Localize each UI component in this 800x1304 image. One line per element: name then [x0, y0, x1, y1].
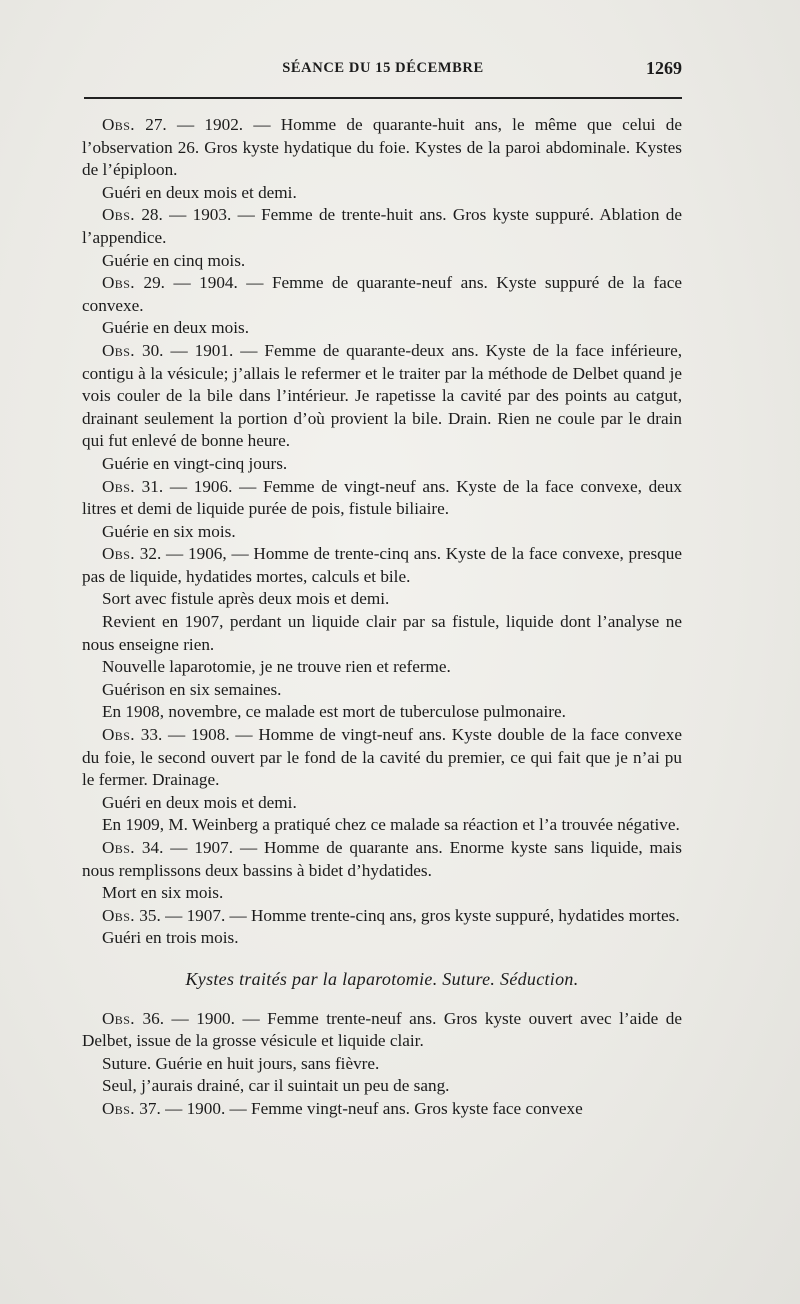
paragraph-text: Mort en six mois. [102, 883, 224, 903]
paragraph-text: Suture. Guérie en huit jours, sans fièvre. [102, 1053, 380, 1073]
outcome-paragraph [82, 521, 682, 544]
paragraph-text: 31. — 1906. — Femme de vingt-neuf ans. Kyste de la face convexe, deux litres et demi de liquide purée de pois, fistule biliaire. [82, 476, 682, 519]
paragraph-text: 37. — 1900. — Femme vingt-neuf ans. Gros kyste face convexe [135, 1098, 583, 1118]
paragraph-text: 34. — 1907. — Homme de quarante ans. Enorme kyste sans liquide, mais nous remplissons deux bassins à bidet d’hydatides. [82, 838, 682, 880]
outcome-paragraph [82, 656, 682, 679]
observation-paragraph [82, 114, 682, 182]
header-rule [84, 97, 682, 99]
paragraph-text: 27. — 1902. — Homme de quarante-huit ans, le même que celui de l’observation 26. Gros kyste hydatique du foie. Kystes de la paroi abdominale. Kystes de l’épiploon. [82, 115, 682, 180]
outcome-paragraph [82, 611, 682, 656]
observations-part-2 [82, 1008, 682, 1121]
paragraph-text: 30. — 1901. — Femme de quarante-deux ans. Kyste de la face inférieure, contigu à la vésicule; j’allais le refermer et le traiter par la méthode de Delbet quand je vois couler de la bile dans l’intérieur. Je rapetisse la cavité par des points au catgut, drainant seulement la portion d’où provient la bile. Drain. Rien ne coule par le drain qui fut enlevé de bonne heure. [82, 340, 682, 451]
obs-abbreviation: Obs. [102, 905, 135, 925]
observation-paragraph [82, 272, 682, 317]
outcome-paragraph [82, 679, 682, 702]
paragraph-text: Guéri en deux mois et demi. [102, 182, 297, 202]
observation-paragraph [82, 476, 682, 521]
outcome-paragraph [82, 792, 682, 815]
paragraph-text: 29. — 1904. — Femme de quarante-neuf ans. Kyste suppuré de la face convexe. [82, 273, 682, 315]
observation-paragraph [82, 724, 682, 792]
observation-paragraph [82, 543, 682, 588]
paragraph-text: En 1908, novembre, ce malade est mort de tuberculose pulmonaire. [102, 702, 566, 722]
obs-abbreviation: Obs. [102, 273, 135, 293]
paragraph-text: Guérison en six semaines. [102, 679, 282, 699]
obs-abbreviation: Obs. [102, 1008, 135, 1028]
body-text [82, 114, 682, 1121]
obs-abbreviation: Obs. [102, 544, 135, 564]
observation-paragraph [82, 204, 682, 249]
paragraph-text: Revient en 1907, perdant un liquide clair par sa fistule, liquide dont l’analyse ne nous enseigne rien. [82, 612, 682, 654]
page-number: 1269 [646, 58, 682, 78]
obs-abbreviation: Obs. [102, 340, 135, 360]
paragraph-text: Guérie en cinq mois. [102, 250, 246, 270]
obs-abbreviation: Obs. [102, 205, 135, 225]
paragraph-text: Guérie en six mois. [102, 521, 236, 541]
obs-abbreviation: Obs. [102, 1098, 135, 1118]
section-heading: Kystes traités par la laparotomie. Suture. Séduction. [185, 968, 579, 989]
outcome-paragraph [82, 701, 682, 724]
obs-abbreviation: Obs. [102, 725, 135, 745]
paragraph-text: En 1909, M. Weinberg a pratiqué chez ce malade sa réaction et l’a trouvée négative. [102, 815, 680, 835]
paragraph-text: 35. — 1907. — Homme trente-cinq ans, gros kyste suppuré, hydatides mortes. [135, 905, 680, 925]
outcome-paragraph [82, 1053, 682, 1076]
outcome-paragraph [82, 814, 682, 837]
outcome-paragraph [82, 882, 682, 905]
outcome-paragraph [82, 1075, 682, 1098]
obs-abbreviation: Obs. [102, 838, 135, 857]
observation-paragraph [82, 905, 682, 928]
obs-abbreviation: Obs. [102, 115, 135, 134]
outcome-paragraph [82, 588, 682, 611]
obs-abbreviation: Obs. [102, 476, 135, 496]
outcome-paragraph [82, 250, 682, 273]
paragraph-text: 36. — 1900. — Femme trente-neuf ans. Gros kyste ouvert avec l’aide de Delbet, issue de la grosse vésicule et liquide clair. [82, 1008, 682, 1051]
paragraph-text: Guérie en deux mois. [102, 318, 250, 338]
observation-paragraph [82, 837, 682, 882]
observation-paragraph [82, 1098, 682, 1121]
outcome-paragraph [82, 453, 682, 476]
outcome-paragraph [82, 182, 682, 205]
paragraph-text: Guéri en trois mois. [102, 928, 239, 948]
paragraph-text: 28. — 1903. — Femme de trente-huit ans. Gros kyste suppuré. Ablation de l’appendice. [82, 205, 682, 247]
observation-paragraph [82, 340, 682, 453]
page-header [84, 58, 682, 86]
paragraph-text: Guérie en vingt-cinq jours. [102, 453, 288, 473]
paragraph-text: 33. — 1908. — Homme de vingt-neuf ans. Kyste double de la face convexe du foie, le second ouvert par le fond de la cavité du premier, ce qui fait que je n’ai pu le fermer. Drainage. [82, 725, 682, 790]
running-title: SÉANCE DU 15 DÉCEMBRE [282, 60, 484, 76]
paragraph-text: Nouvelle laparotomie, je ne trouve rien et referme. [102, 657, 451, 677]
observation-paragraph [82, 1008, 682, 1053]
paragraph-text: Sort avec fistule après deux mois et demi. [102, 589, 390, 609]
observations-part-1 [82, 114, 682, 950]
outcome-paragraph [82, 317, 682, 340]
paragraph-text: Seul, j’aurais drainé, car il suintait un peu de sang. [102, 1076, 450, 1096]
paragraph-text: 32. — 1906, — Homme de trente-cinq ans. Kyste de la face convexe, presque pas de liquide, hydatides mortes, calculs et bile. [82, 544, 682, 586]
paragraph-text: Guéri en deux mois et demi. [102, 792, 297, 812]
outcome-paragraph [82, 927, 682, 950]
